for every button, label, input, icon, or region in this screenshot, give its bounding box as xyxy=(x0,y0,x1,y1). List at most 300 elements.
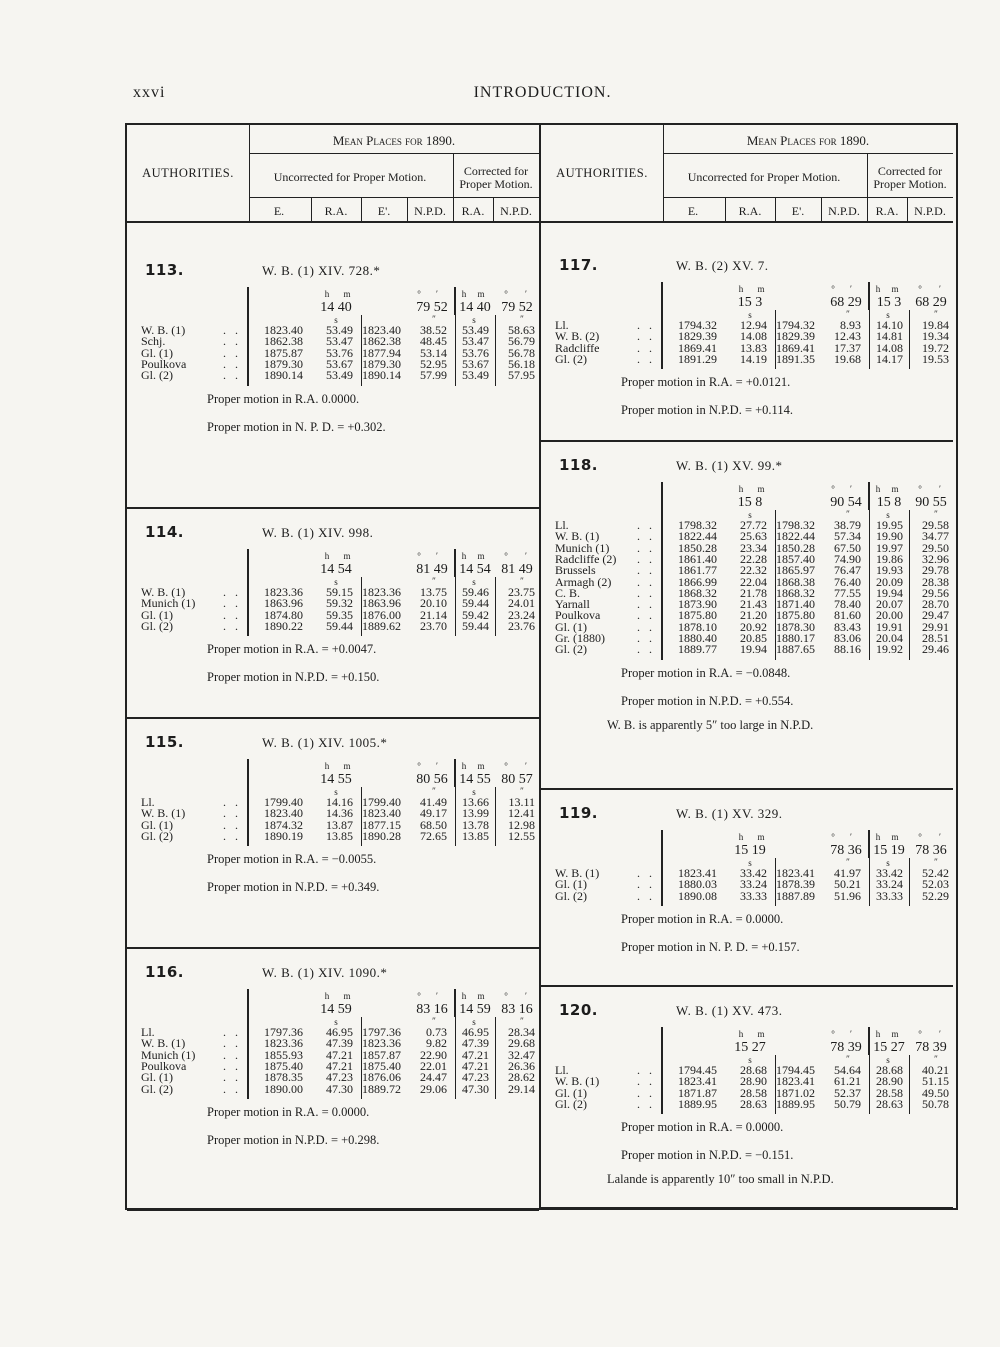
corrected-npd-value: 12.55 xyxy=(508,828,535,843)
ra-seconds-value: 27.72 xyxy=(740,518,767,532)
corrected-ra-value: 20.00 xyxy=(876,608,903,623)
epoch2-value: 1889.62 xyxy=(362,618,401,633)
corrected-ra-value: 19.93 xyxy=(876,563,903,578)
corrected-ra-value: 59.46 xyxy=(462,585,489,599)
authority-name: Poulkova xyxy=(141,1058,187,1073)
authority-name: Gl. (1) xyxy=(141,345,173,360)
star-section xyxy=(127,719,539,949)
epoch2-value: 1829.39 xyxy=(776,329,815,344)
corrected-ra-value: 28.63 xyxy=(876,1096,903,1111)
epoch2-value: 1878.39 xyxy=(776,877,815,892)
star-section xyxy=(541,242,953,442)
ra-seconds-value: 47.30 xyxy=(326,1081,353,1096)
ra-seconds-value: 47.21 xyxy=(326,1058,353,1073)
star-number: 114. xyxy=(145,523,185,541)
epoch2-value: 1891.35 xyxy=(776,351,815,366)
page-number: xxvi xyxy=(133,84,166,101)
authority-name: W. B. (2) xyxy=(555,329,600,344)
corrected-ra-value: 13.85 xyxy=(462,828,489,843)
npd-seconds-value: 19.68 xyxy=(834,351,861,366)
page-title: INTRODUCTION. xyxy=(473,84,612,101)
star-designation: W. B. (1) XV. 473. xyxy=(676,1003,783,1018)
star-data-table: h m ° ′ h m ° ′ 15 3 68 29 15 3 68 29 s ″ s ″ Ll. . . 1794.32 12.94 1794.32 8.93 14.10 19.84 W. B. (2) . . 1829.39 14.08 1829.39 12.43 14.81 19.34 Radcliffe . . 1869.41 13.83 1869.41 17.37 14.08 19.72 Gl. (2) . . 1891.29 14.19 1891.35 19.68 14.17 19.53 xyxy=(541,282,953,369)
epoch2-value: 1869.41 xyxy=(776,340,815,355)
epoch2-value: 1875.40 xyxy=(362,1058,401,1073)
ra-seconds-value: 59.32 xyxy=(326,596,353,611)
corrected-ra-value: 28.90 xyxy=(876,1074,903,1089)
npd-seconds-value: 38.52 xyxy=(420,323,447,337)
corrected-npd-value: 29.50 xyxy=(922,540,949,555)
star-data-table: h m ° ′ h m ° ′ 15 27 78 39 15 27 78 39 s ″ s ″ Ll. . . 1794.45 28.68 1794.45 54.64 28.68 40.21 W. B. (1) . . 1823.41 28.90 1823.41 61.21 28.90 51.15 Gl. (1) . . 1871.87 28.58 1871.02 52.37 28.58 49.50 Gl. (2) . . 1889.95 28.63 1889.95 50.79 28.63 50.78 xyxy=(541,1027,953,1114)
epoch2-value: 1889.95 xyxy=(776,1096,815,1111)
corrected-npd-value: 29.46 xyxy=(922,642,949,657)
authority-name: Gl. (2) xyxy=(141,618,173,633)
corrected-npd-value: 29.14 xyxy=(508,1081,535,1096)
corrected-ra-value: 19.97 xyxy=(876,540,903,555)
npd-seconds-value: 77.55 xyxy=(834,585,861,600)
ra-seconds-value: 53.76 xyxy=(326,345,353,360)
corrected-npd-value: 28.51 xyxy=(922,631,949,645)
ra-seconds-value: 14.36 xyxy=(326,806,353,821)
epoch-value: 1798.32 xyxy=(678,518,717,532)
npd-degrees-minutes: 81 49 xyxy=(416,562,448,577)
authority-name: Gl. (2) xyxy=(555,351,587,366)
epoch2-value: 1794.45 xyxy=(776,1063,815,1077)
star-section xyxy=(127,247,539,509)
corrected-ra-value: 20.04 xyxy=(876,631,903,645)
ra-seconds-value: 20.92 xyxy=(740,619,767,634)
proper-motion-npd: Proper motion in N.P.D. = +0.554. xyxy=(621,693,794,708)
corrected-npd-value: 52.29 xyxy=(922,888,949,903)
epoch-value: 1794.45 xyxy=(678,1063,717,1077)
ra-seconds-value: 28.90 xyxy=(740,1074,767,1089)
epoch2-value: 1857.87 xyxy=(362,1047,401,1062)
epoch-value: 1871.87 xyxy=(678,1085,717,1100)
corrected-npd-value: 19.53 xyxy=(922,351,949,366)
authority-name: Munich (1) xyxy=(141,596,196,611)
authority-name: Gl. (2) xyxy=(141,368,173,383)
corrected-ra-value: 59.44 xyxy=(462,618,489,633)
epoch2-value: 1871.40 xyxy=(776,597,815,612)
corrected-ra-value: 13.66 xyxy=(462,795,489,809)
npd-seconds-value: 12.43 xyxy=(834,329,861,344)
left-column xyxy=(127,125,539,1208)
proper-motion-npd: Proper motion in N. P. D. = +0.302. xyxy=(207,419,386,434)
star-section xyxy=(541,790,953,987)
npd-corrected-header: N.P.D. xyxy=(500,204,532,218)
epoch-value: 1890.22 xyxy=(264,618,303,633)
npd-seconds-value: 81.60 xyxy=(834,608,861,623)
npd-seconds-value: 76.47 xyxy=(834,563,861,578)
authority-name: W. B. (1) xyxy=(141,1036,186,1051)
proper-motion-npd: Proper motion in N.P.D. = +0.349. xyxy=(207,880,380,895)
corrected-ra-value: 53.49 xyxy=(462,368,489,383)
npd-seconds-value: 17.37 xyxy=(834,340,861,355)
epoch-value: 1875.40 xyxy=(264,1058,303,1073)
corrected-ra-value: 47.39 xyxy=(462,1036,489,1051)
ra-seconds-value: 22.04 xyxy=(740,574,767,589)
epoch2-value: 1823.36 xyxy=(362,1036,401,1051)
corrected-ra-value: 13.78 xyxy=(462,817,489,832)
star-designation: W. B. (1) XV. 329. xyxy=(676,806,783,821)
authorities-header: AUTHORITIES. xyxy=(556,166,648,180)
ra-hours-minutes: 14 40 xyxy=(320,300,352,315)
npd-corrected-header: N.P.D. xyxy=(914,204,946,218)
corrected-npd-value: 50.78 xyxy=(922,1096,949,1111)
corrected-ra-value: 33.33 xyxy=(876,888,903,903)
epoch2-value: 1823.40 xyxy=(362,806,401,821)
authority-name: W. B. (1) xyxy=(141,585,186,599)
mean-places-header: Mean Places for 1890. xyxy=(746,133,870,148)
proper-motion-npd: Proper motion in N. P. D. = +0.157. xyxy=(621,939,800,954)
ra-seconds-value: 33.33 xyxy=(740,888,767,903)
corrected-ra-hours-minutes: 15 3 xyxy=(876,295,902,310)
epoch-value: 1863.96 xyxy=(264,596,303,611)
corrected-npd-value: 52.42 xyxy=(922,866,949,880)
authority-name: Munich (1) xyxy=(555,540,610,555)
npd-seconds-value: 83.06 xyxy=(834,631,861,645)
corrected-npd-degrees-minutes: 78 39 xyxy=(915,1040,947,1055)
star-number: 120. xyxy=(559,1001,599,1019)
epoch-value: 1823.36 xyxy=(264,585,303,599)
corrected-npd-value: 29.68 xyxy=(508,1036,535,1051)
star-number: 118. xyxy=(559,456,599,474)
epoch-value: 1890.14 xyxy=(264,368,303,383)
epoch2-value: 1850.28 xyxy=(776,540,815,555)
corrected-ra-value: 33.42 xyxy=(876,866,903,880)
npd-seconds-value: 52.95 xyxy=(420,356,447,371)
corrected-npd-value: 19.72 xyxy=(922,340,949,355)
corrected-npd-value: 28.70 xyxy=(922,597,949,612)
corrected-npd-value: 58.63 xyxy=(508,323,535,337)
corrected-ra-value: 14.81 xyxy=(876,329,903,344)
ra-seconds-value: 12.94 xyxy=(740,318,767,332)
corrected-ra-hours-minutes: 15 19 xyxy=(873,843,905,858)
ra-seconds-value: 25.63 xyxy=(740,529,767,544)
star-catalogue-table xyxy=(125,123,958,1210)
npd-seconds-value: 21.14 xyxy=(420,607,447,622)
corrected-npd-degrees-minutes: 90 55 xyxy=(915,495,947,510)
authority-name: Yarnall xyxy=(555,597,590,612)
authority-name: Schj. xyxy=(141,334,166,349)
proper-motion-npd: Proper motion in N.P.D. = +0.298. xyxy=(207,1132,380,1147)
corrected-npd-value: 19.34 xyxy=(922,329,949,344)
epoch-value: 1823.40 xyxy=(264,806,303,821)
uncorrected-header: Uncorrected for Proper Motion. xyxy=(273,170,427,184)
ra-seconds-value: 19.94 xyxy=(740,642,767,657)
authority-name: Gl. (2) xyxy=(555,1096,587,1111)
corrected-npd-value: 29.58 xyxy=(922,518,949,532)
corrected-ra-value: 47.21 xyxy=(462,1047,489,1062)
corrected-header: Corrected for Proper Motion. xyxy=(459,164,533,191)
ra-hours-minutes: 15 27 xyxy=(734,1040,766,1055)
star-section xyxy=(541,442,953,790)
corrected-ra-value: 14.17 xyxy=(876,351,903,366)
corrected-npd-value: 23.76 xyxy=(508,618,535,633)
star-designation: W. B. (1) XIV. 1005.* xyxy=(262,735,388,750)
npd-seconds-value: 76.40 xyxy=(834,574,861,589)
epoch-value: 1855.93 xyxy=(264,1047,303,1062)
corrected-ra-hours-minutes: 14 40 xyxy=(459,300,491,315)
authority-name: Ll. xyxy=(555,318,569,332)
corrected-npd-value: 34.77 xyxy=(922,529,949,544)
npd-seconds-value: 51.96 xyxy=(834,888,861,903)
corrected-ra-value: 19.92 xyxy=(876,642,903,657)
corrected-npd-value: 56.78 xyxy=(508,345,535,360)
epoch-value: 1880.40 xyxy=(678,631,717,645)
star-designation: W. B. (1) XV. 99.* xyxy=(676,458,783,473)
epoch-value: 1880.03 xyxy=(678,877,717,892)
epoch2-value: 1862.38 xyxy=(362,334,401,349)
authority-name: Gl. (2) xyxy=(555,642,587,657)
ra-seconds-value: 47.21 xyxy=(326,1047,353,1062)
epoch2-value: 1876.06 xyxy=(362,1070,401,1085)
npd-seconds-value: 49.17 xyxy=(420,806,447,821)
corrected-ra-value: 47.30 xyxy=(462,1081,489,1096)
corrected-ra-value: 28.68 xyxy=(876,1063,903,1077)
corrected-ra-value: 53.47 xyxy=(462,334,489,349)
epoch2-value: 1863.96 xyxy=(362,596,401,611)
epoch-value: 1823.36 xyxy=(264,1036,303,1051)
ra-hours-minutes: 15 19 xyxy=(734,843,766,858)
npd-seconds-value: 22.90 xyxy=(420,1047,447,1062)
npd-seconds-value: 74.90 xyxy=(834,551,861,566)
corrected-npd-value: 24.01 xyxy=(508,596,535,611)
ra-seconds-value: 28.68 xyxy=(740,1063,767,1077)
column-header xyxy=(541,125,953,222)
npd-seconds-value: 24.47 xyxy=(420,1070,447,1085)
epoch-value: 1873.90 xyxy=(678,597,717,612)
corrected-ra-hours-minutes: 14 54 xyxy=(459,562,491,577)
npd-seconds-value: 20.10 xyxy=(420,596,447,611)
ra-hours-minutes: 14 54 xyxy=(320,562,352,577)
ra-seconds-value: 53.49 xyxy=(326,368,353,383)
epoch2-value: 1880.17 xyxy=(776,631,815,645)
ra-seconds-value: 28.58 xyxy=(740,1085,767,1100)
epoch2-header: E'. xyxy=(791,204,805,218)
npd-seconds-value: 41.49 xyxy=(420,795,447,809)
epoch2-value: 1794.32 xyxy=(776,318,815,332)
npd-seconds-value: 0.73 xyxy=(426,1025,447,1039)
npd-seconds-value: 50.21 xyxy=(834,877,861,892)
epoch2-value: 1879.30 xyxy=(362,356,401,371)
corrected-npd-degrees-minutes: 68 29 xyxy=(915,295,947,310)
ra-seconds-value: 21.78 xyxy=(740,585,767,600)
corrected-npd-value: 26.36 xyxy=(508,1058,535,1073)
epoch2-value: 1823.41 xyxy=(776,866,815,880)
corrected-npd-value: 19.84 xyxy=(922,318,949,332)
ra-seconds-value: 59.15 xyxy=(326,585,353,599)
npd-header: N.P.D. xyxy=(414,204,446,218)
epoch2-value: 1822.44 xyxy=(776,529,815,544)
star-data-table: h m ° ′ h m ° ′ 14 59 83 16 14 59 83 16 s ″ s ″ Ll. . . 1797.36 46.95 1797.36 0.73 46.95 28.34 W. B. (1) . . 1823.36 47.39 1823.36 9.82 47.39 29.68 Munich (1) . . 1855.93 47.21 1857.87 22.90 47.21 32.47 Poulkova . . 1875.40 47.21 1875.40 22.01 47.21 26.36 Gl. (1) . . 1878.35 47.23 1876.06 24.47 47.23 28.62 Gl. (2) . . 1890.00 47.30 1889.72 29.06 47.30 29.14 xyxy=(127,989,539,1099)
authority-name: W. B. (1) xyxy=(555,866,600,880)
authority-name: Radcliffe xyxy=(555,340,600,355)
ra-seconds-value: 13.83 xyxy=(740,340,767,355)
corrected-npd-value: 13.11 xyxy=(508,795,535,809)
epoch-value: 1890.00 xyxy=(264,1081,303,1096)
epoch2-value: 1877.15 xyxy=(362,817,401,832)
npd-seconds-value: 29.06 xyxy=(420,1081,447,1096)
epoch2-value: 1887.65 xyxy=(776,642,815,657)
authority-name: Poulkova xyxy=(141,356,187,371)
proper-motion-npd: Proper motion in N.P.D. = +0.150. xyxy=(207,670,380,685)
npd-header: N.P.D. xyxy=(828,204,860,218)
npd-seconds-value: 61.21 xyxy=(834,1074,861,1089)
npd-degrees-minutes: 80 56 xyxy=(416,772,448,787)
epoch2-value: 1868.38 xyxy=(776,574,815,589)
corrected-ra-value: 19.94 xyxy=(876,585,903,600)
epoch-value: 1890.08 xyxy=(678,888,717,903)
corrected-npd-value: 32.47 xyxy=(508,1047,535,1062)
page-header xyxy=(0,84,1000,108)
epoch2-value: 1823.41 xyxy=(776,1074,815,1089)
corrected-npd-value: 29.78 xyxy=(922,563,949,578)
authority-name: Gl. (2) xyxy=(555,888,587,903)
authority-name: Ll. xyxy=(555,518,569,532)
epoch-value: 1794.32 xyxy=(678,318,717,332)
star-designation: W. B. (1) XIV. 728.* xyxy=(262,263,381,278)
npd-seconds-value: 68.50 xyxy=(420,817,447,832)
epoch2-value: 1797.36 xyxy=(362,1025,401,1039)
authority-name: Munich (1) xyxy=(141,1047,196,1062)
epoch2-value: 1823.40 xyxy=(362,323,401,337)
authority-name: Gl. (2) xyxy=(141,1081,173,1096)
corrected-npd-value: 29.47 xyxy=(922,608,949,623)
epoch-header: E. xyxy=(687,204,699,218)
ra-hours-minutes: 15 3 xyxy=(737,295,763,310)
epoch2-value: 1871.02 xyxy=(776,1085,815,1100)
authority-name: Gl. (1) xyxy=(555,877,587,892)
proper-motion-ra: Proper motion in R.A. = 0.0000. xyxy=(207,1104,370,1119)
proper-motion-ra: Proper motion in R.A. = 0.0000. xyxy=(621,911,784,926)
corrected-npd-value: 40.21 xyxy=(922,1063,949,1077)
ra-seconds-value: 20.85 xyxy=(740,631,767,645)
epoch2-value: 1823.36 xyxy=(362,585,401,599)
npd-seconds-value: 38.79 xyxy=(834,518,861,532)
corrected-ra-hours-minutes: 15 27 xyxy=(873,1040,905,1055)
ra-seconds-value: 46.95 xyxy=(326,1025,353,1039)
npd-seconds-value: 57.99 xyxy=(420,368,447,383)
ra-hours-minutes: 14 55 xyxy=(320,772,352,787)
corrected-ra-value: 13.99 xyxy=(462,806,489,821)
ra-seconds-value: 53.67 xyxy=(326,356,353,371)
column-header xyxy=(127,125,539,222)
star-number: 116. xyxy=(145,963,185,981)
authority-name: W. B. (1) xyxy=(555,529,600,544)
corrected-ra-value: 46.95 xyxy=(462,1025,489,1039)
npd-seconds-value: 9.82 xyxy=(426,1036,447,1051)
npd-seconds-value: 57.34 xyxy=(834,529,861,544)
epoch2-value: 1875.80 xyxy=(776,608,815,623)
ra-seconds-value: 14.19 xyxy=(740,351,767,366)
authority-name: Radcliffe (2) xyxy=(555,551,617,566)
authority-name: Gl. (1) xyxy=(555,1085,587,1100)
corrected-npd-value: 12.98 xyxy=(508,817,535,832)
authority-name: W. B. (1) xyxy=(141,806,186,821)
star-data-table: h m ° ′ h m ° ′ 14 40 79 52 14 40 79 52 s ″ s ″ W. B. (1) . . 1823.40 53.49 1823.40 38.52 53.49 58.63 Schj. . . 1862.38 53.47 1862.38 48.45 53.47 56.79 Gl. (1) . . 1875.87 53.76 1877.94 53.14 53.76 56.78 Poulkova . . 1879.30 53.67 1879.30 52.95 53.67 56.18 Gl. (2) . . 1890.14 53.49 1890.14 57.99 53.49 57.95 xyxy=(127,287,539,386)
corrected-ra-hours-minutes: 14 55 xyxy=(459,772,491,787)
epoch-value: 1799.40 xyxy=(264,795,303,809)
corrected-npd-value: 12.41 xyxy=(508,806,535,821)
corrected-ra-value: 14.10 xyxy=(876,318,903,332)
npd-degrees-minutes: 68 29 xyxy=(830,295,862,310)
authority-name: Gr. (1880) xyxy=(555,631,605,645)
corrected-ra-value: 20.07 xyxy=(876,597,903,612)
npd-seconds-value: 83.43 xyxy=(834,619,861,634)
corrected-ra-value: 28.58 xyxy=(876,1085,903,1100)
corrected-ra-value: 14.08 xyxy=(876,340,903,355)
epoch-value: 1868.32 xyxy=(678,585,717,600)
proper-motion-ra: Proper motion in R.A. = +0.0047. xyxy=(207,642,377,657)
epoch2-value: 1865.97 xyxy=(776,563,815,578)
epoch2-value: 1889.72 xyxy=(362,1081,401,1096)
corrected-npd-degrees-minutes: 81 49 xyxy=(501,562,533,577)
epoch-value: 1890.19 xyxy=(264,828,303,843)
ra-seconds-value: 22.28 xyxy=(740,551,767,566)
epoch-value: 1823.41 xyxy=(678,1074,717,1089)
corrected-ra-value: 53.76 xyxy=(462,345,489,360)
authority-name: Gl. (1) xyxy=(555,619,587,634)
npd-seconds-value: 54.64 xyxy=(834,1063,861,1077)
epoch-value: 1879.30 xyxy=(264,356,303,371)
ra-seconds-value: 14.08 xyxy=(740,329,767,344)
ra-seconds-value: 33.24 xyxy=(740,877,767,892)
corrected-npd-value: 28.38 xyxy=(922,574,949,589)
corrected-ra-value: 20.09 xyxy=(876,574,903,589)
epoch2-value: 1857.40 xyxy=(776,551,815,566)
epoch-value: 1889.77 xyxy=(678,642,717,657)
corrected-ra-value: 59.44 xyxy=(462,596,489,611)
corrected-header: Corrected for Proper Motion. xyxy=(873,164,947,191)
npd-degrees-minutes: 78 36 xyxy=(830,843,862,858)
ra-seconds-value: 47.39 xyxy=(326,1036,353,1051)
npd-seconds-value: 52.37 xyxy=(834,1085,861,1100)
corrected-ra-value: 19.90 xyxy=(876,529,903,544)
epoch-value: 1823.40 xyxy=(264,323,303,337)
corrected-npd-value: 32.96 xyxy=(922,551,949,566)
proper-motion-npd: Proper motion in N.P.D. = +0.114. xyxy=(621,403,793,418)
star-section xyxy=(127,949,539,1211)
npd-seconds-value: 72.65 xyxy=(420,828,447,843)
npd-degrees-minutes: 79 52 xyxy=(416,300,448,315)
star-number: 119. xyxy=(559,804,599,822)
corrected-npd-value: 28.62 xyxy=(508,1070,535,1085)
epoch-value: 1823.41 xyxy=(678,866,717,880)
authority-name: Gl. (2) xyxy=(141,828,173,843)
epoch-value: 1878.35 xyxy=(264,1070,303,1085)
epoch-value: 1797.36 xyxy=(264,1025,303,1039)
star-section xyxy=(541,987,953,1209)
npd-seconds-value: 22.01 xyxy=(420,1058,447,1073)
npd-seconds-value: 67.50 xyxy=(834,540,861,555)
corrected-ra-value: 19.86 xyxy=(876,551,903,566)
ra-seconds-value: 59.35 xyxy=(326,607,353,622)
ra-header: R.A. xyxy=(738,204,762,218)
proper-motion-ra: Proper motion in R.A. = +0.0121. xyxy=(621,375,791,390)
corrected-npd-degrees-minutes: 79 52 xyxy=(501,300,533,315)
epoch2-value: 1878.30 xyxy=(776,619,815,634)
epoch-value: 1861.40 xyxy=(678,551,717,566)
star-number: 117. xyxy=(559,256,599,274)
npd-seconds-value: 78.40 xyxy=(834,597,861,612)
ra-seconds-value: 23.34 xyxy=(740,540,767,555)
epoch-value: 1878.10 xyxy=(678,619,717,634)
epoch2-header: E'. xyxy=(377,204,391,218)
proper-motion-ra: Proper motion in R.A. = 0.0000. xyxy=(621,1120,784,1135)
ra-seconds-value: 14.16 xyxy=(326,795,353,809)
ra-header: R.A. xyxy=(324,204,348,218)
